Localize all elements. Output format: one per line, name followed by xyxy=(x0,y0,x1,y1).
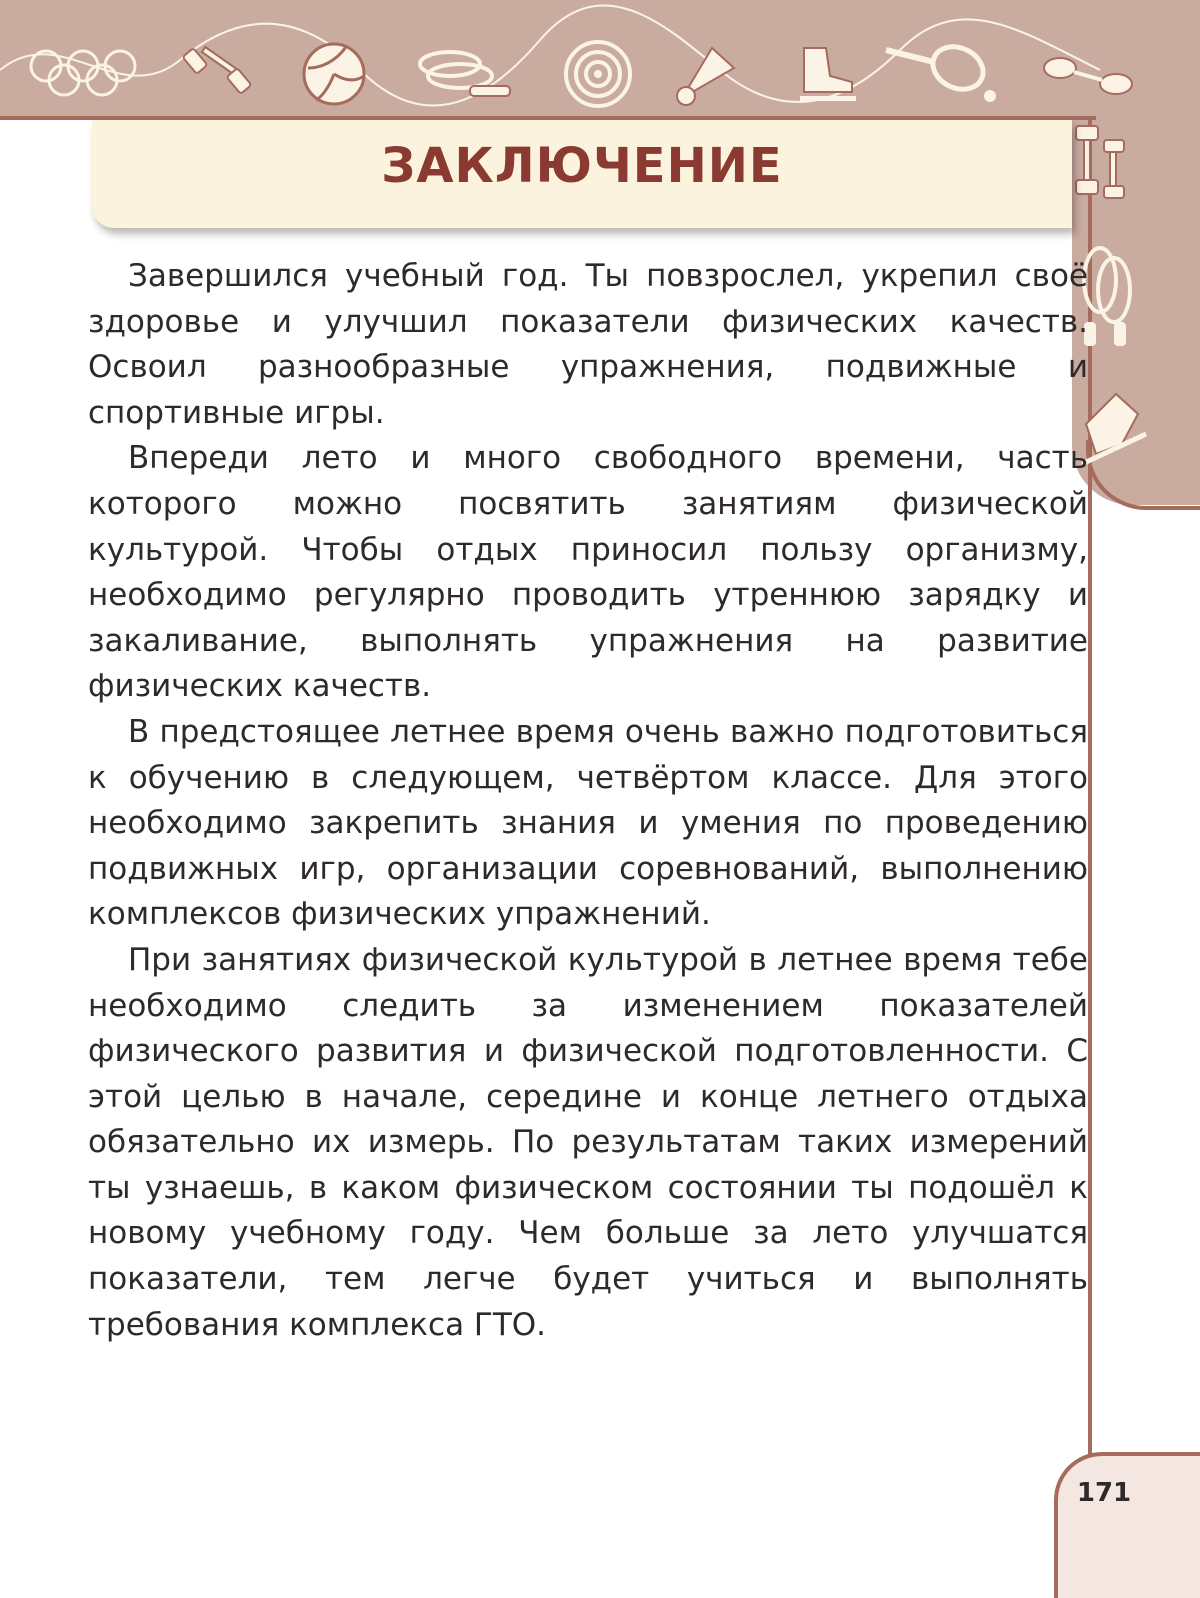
dartboard-icon xyxy=(560,36,636,112)
paragraph: Впереди лето и много свободного времени, часть которого можно посвятить занятиям физической культурой. Чтобы отдых приносил пользу организму, необходимо регулярно проводить утреннюю зарядку и закаливание, выполнять упражнения на развитие физических качеств. xyxy=(88,440,1088,705)
olympic-rings-icon xyxy=(28,48,138,98)
paragraph: Завершился учебный год. Ты повзрослел, укрепил своё здоровье и улучшил показатели физических качеств. Освоил разнообразные упражнения, подвижные и спортивные игры. xyxy=(88,258,1088,431)
page-title: ЗАКЛЮЧЕНИЕ xyxy=(381,138,783,194)
swim-goggles-icon xyxy=(1030,44,1150,104)
volleyball-icon xyxy=(298,38,370,110)
dumbbell-icon xyxy=(1070,120,1130,210)
shuttlecock-icon xyxy=(672,38,742,110)
paragraph: В предстоящее летнее время очень важно подготовиться к обучению в следующем, четвёртом классе. Для этого необходимо закрепить знания и умения по проведению подвижных игр, организации соревнований, выполнению комплексов физических упражнений. xyxy=(88,713,1088,933)
ice-skate-icon xyxy=(1076,384,1156,480)
page-number: 171 xyxy=(1076,1478,1132,1508)
paragraph: При занятиях физической культурой в летнее время тебе необходимо следить за изменением показателей физического развития и физической подготовленности. С этой целью в начале, середине и конце летнего отдыха обязательно их измерь. По результатам таких измерений ты узнаешь, в каком физическом состоянии ты подошёл к новому учебному году. Чем больше за лето улучшатся показатели, тем легче будет учиться и выполнять требования комплекса ГТО. xyxy=(88,941,1088,1343)
body-text xyxy=(88,254,1088,1348)
page-number-tab xyxy=(1054,1452,1200,1598)
ice-skate-icon xyxy=(792,42,862,108)
jump-rope-icon xyxy=(410,40,520,110)
tennis-racket-icon xyxy=(878,36,998,108)
dumbbell-icon xyxy=(178,40,268,110)
